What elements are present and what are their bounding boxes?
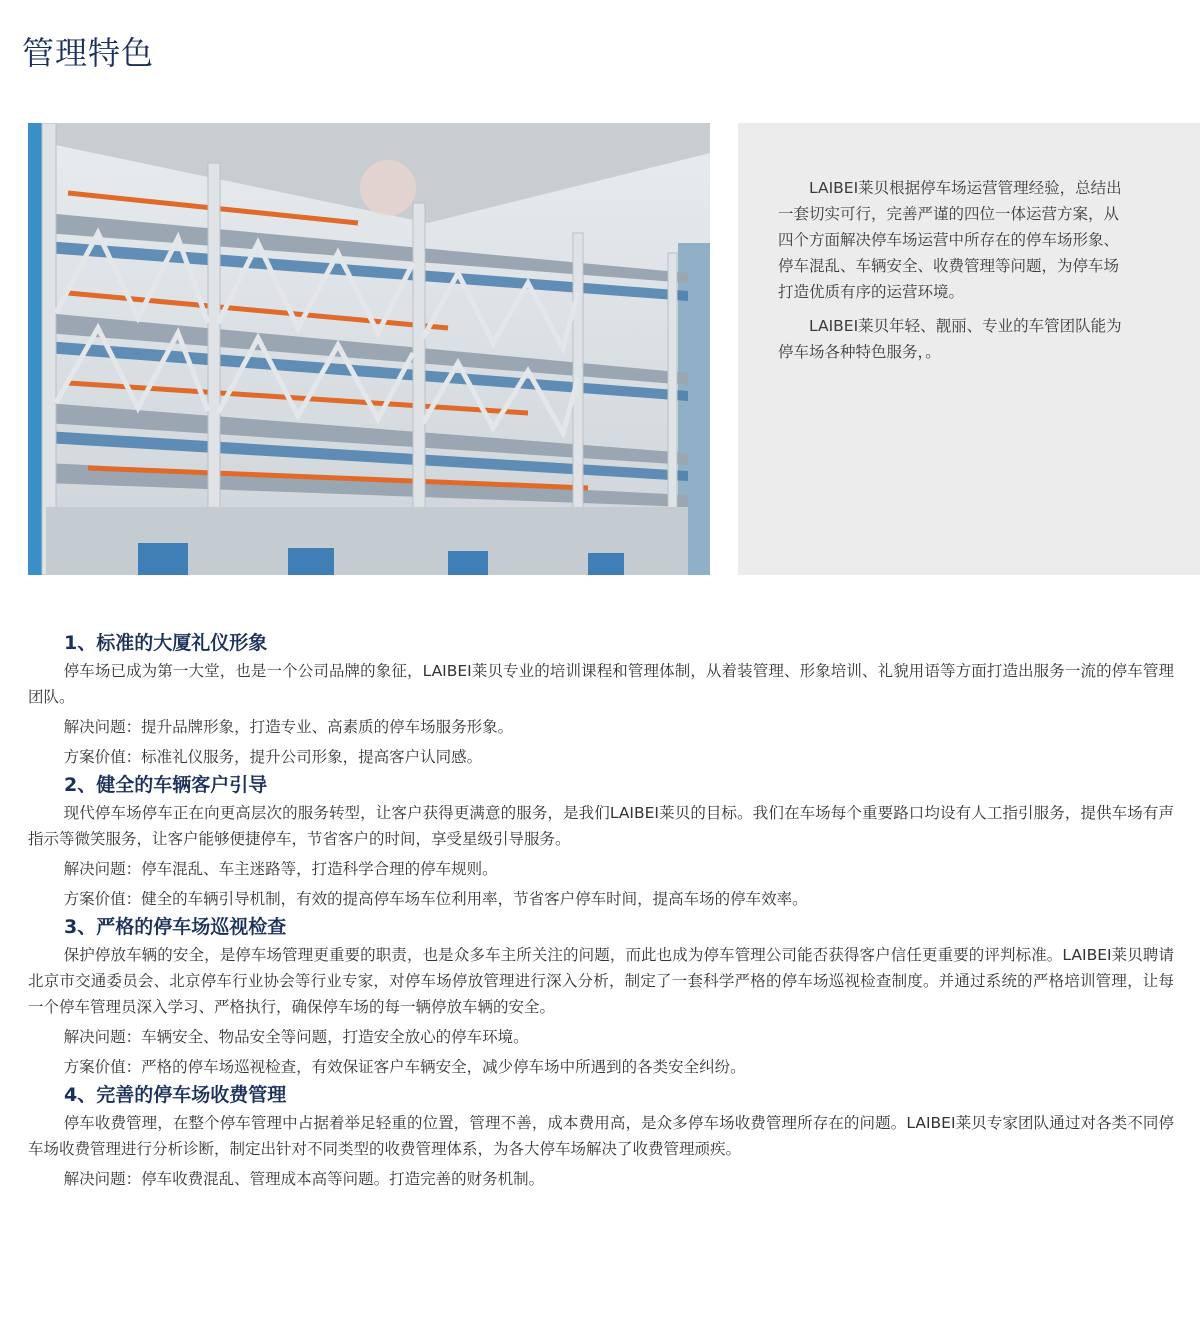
section-problem: 解决问题：车辆安全、物品安全等问题，打造安全放心的停车环境。 xyxy=(63,1028,529,1046)
parking-structure-photo xyxy=(28,123,710,575)
section-body: 现代停车场停车正在向更高层次的服务转型，让客户获得更满意的服务，是我们LAIBEI莱贝的目标。我们在车场每个重要路口均设有人工指引服务，提供车场有声指示等微笑服务，让客户能够便捷停车，节省客户的时间，享受星级引导服务。 xyxy=(28,804,1174,848)
section-body: 停车场已成为第一大堂，也是一个公司品牌的象征，LAIBEI莱贝专业的培训课程和管理体制，从着装管理、形象培训、礼貌用语等方面打造出服务一流的停车管理团队。 xyxy=(28,662,1174,706)
intro-paragraph: LAIBEI莱贝年轻、靓丽、专业的车管团队能为停车场各种特色服务，。 xyxy=(778,317,1122,361)
intro-text xyxy=(778,175,1130,373)
section-body: 保护停放车辆的安全，是停车场管理更重要的职责，也是众多车主所关注的问题，而此也成为停车管理公司能否获得客户信任更重要的评判标准。LAIBEI莱贝聘请北京市交通委员会、北京停车行业协会等行业专家，对停车场停放管理进行深入分析，制定了一套科学严格的停车场巡视检查制度。并通过系统的严格培训管理，让每一个停车管理员深入学习、严格执行，确保停车场的每一辆停放车辆的安全。 xyxy=(28,946,1174,1016)
section-2 xyxy=(28,770,1174,912)
intro-paragraph: LAIBEI莱贝根据停车场运营管理经验，总结出一套切实可行，完善严谨的四位一体运营方案，从四个方面解决停车场运营中所存在的停车场形象、停车混乱、车辆安全、收费管理等问题，为停车场打造优质有序的运营环境。 xyxy=(778,179,1122,301)
parking-structure-illustration xyxy=(28,123,710,575)
section-title: 4、完善的停车场收费管理 xyxy=(64,1084,287,1106)
section-4 xyxy=(28,1080,1174,1192)
section-problem: 解决问题：停车收费混乱、管理成本高等问题。打造完善的财务机制。 xyxy=(63,1170,545,1188)
feature-sections xyxy=(28,628,1174,1192)
section-problem: 解决问题：提升品牌形象，打造专业、高素质的停车场服务形象。 xyxy=(63,718,514,736)
section-value: 方案价值：严格的停车场巡视检查，有效保证客户车辆安全，减少停车场中所遇到的各类安全纠纷。 xyxy=(63,1058,746,1076)
section-title: 3、严格的停车场巡视检查 xyxy=(64,916,287,938)
section-title: 1、标准的大厦礼仪形象 xyxy=(64,632,268,654)
page-title: 管理特色 xyxy=(22,34,155,72)
section-3 xyxy=(28,912,1174,1080)
section-1 xyxy=(28,628,1174,770)
section-title: 2、健全的车辆客户引导 xyxy=(64,774,268,796)
section-body: 停车收费管理，在整个停车管理中占据着举足轻重的位置，管理不善，成本费用高，是众多停车场收费管理所存在的问题。LAIBEI莱贝专家团队通过对各类不同停车场收费管理进行分析诊断，制定出针对不同类型的收费管理体系，为各大停车场解决了收费管理顽疾。 xyxy=(28,1114,1174,1158)
section-value: 方案价值：健全的车辆引导机制，有效的提高停车场车位利用率，节省客户停车时间，提高车场的停车效率。 xyxy=(63,890,808,908)
section-value: 方案价值：标准礼仪服务，提升公司形象，提高客户认同感。 xyxy=(63,748,483,766)
intro-panel xyxy=(738,123,1200,575)
section-problem: 解决问题：停车混乱、车主迷路等，打造科学合理的停车规则。 xyxy=(63,860,498,878)
